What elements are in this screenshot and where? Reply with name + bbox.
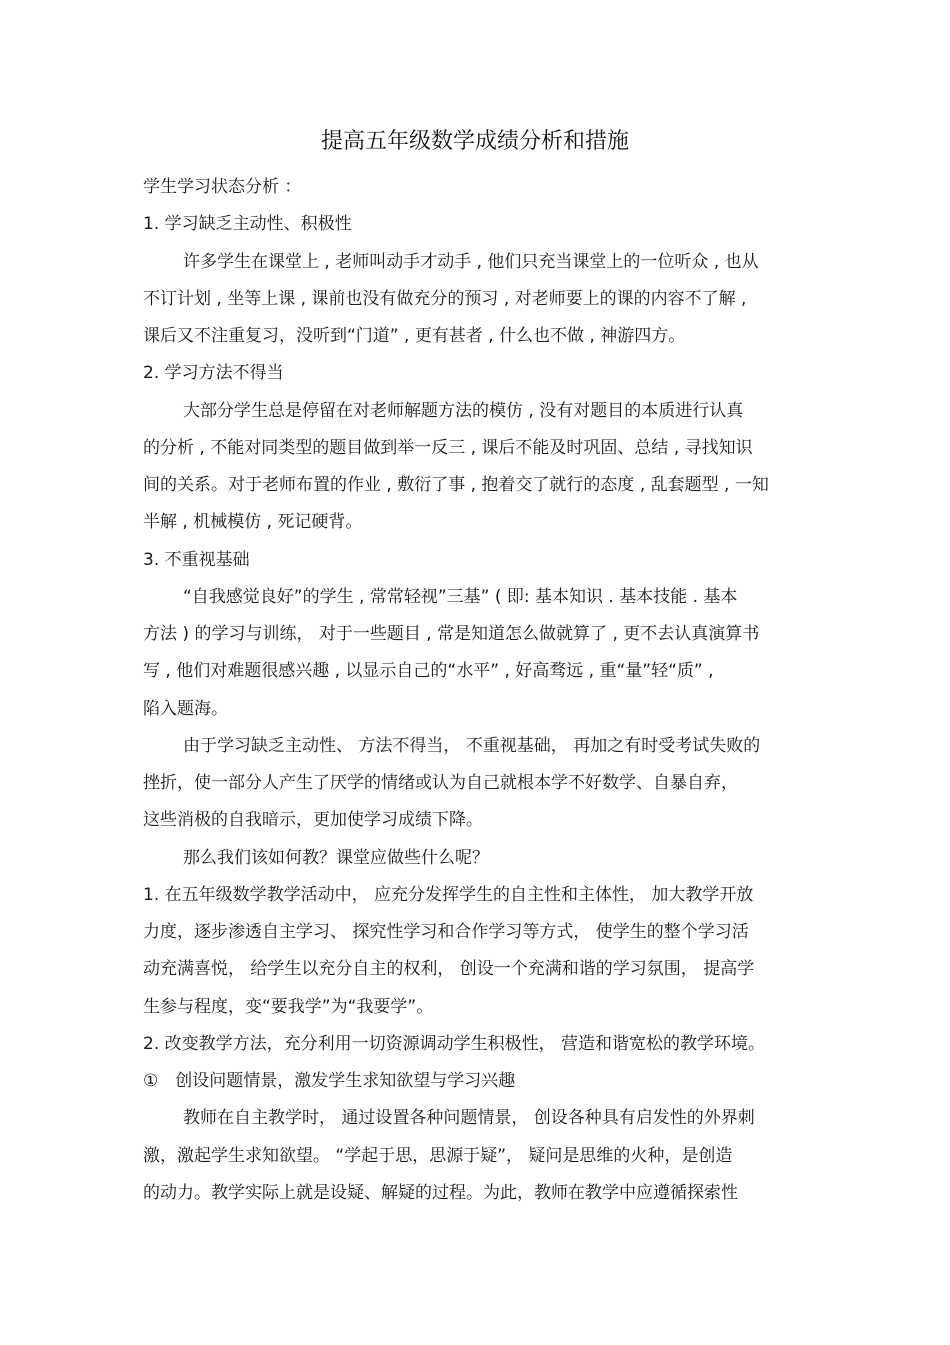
heading-point-1: 1. 学习缺乏主动性、积极性 bbox=[143, 214, 352, 234]
paragraph-line: 陷入题海。 bbox=[143, 699, 228, 719]
measure-point-2: 2. 改变教学方法，充分利用一切资源调动学生积极性， 营造和谐宽松的教学环境。 bbox=[143, 1034, 766, 1054]
paragraph-line: 这些消极的自我暗示，更加使学习成绩下降。 bbox=[143, 810, 483, 830]
document-title: 提高五年级数学成绩分析和措施 bbox=[320, 129, 629, 154]
paragraph-line: 写 , 他们对难题很感兴趣 , 以显示自己的“水平” , 好高骛远 , 重“量”轻“质” , bbox=[143, 661, 714, 681]
paragraph-line: 生参与程度，变“要我学”为“我要学”。 bbox=[143, 997, 434, 1017]
paragraph-line: 的分析 , 不能对同类型的题目做到举一反三 , 课后不能及时巩固、总结 , 寻找知识 bbox=[143, 438, 753, 458]
measure-point-1: 1. 在五年级数学教学活动中， 应充分发挥学生的自主性和主体性， 加大教学开放 bbox=[143, 885, 754, 905]
paragraph-line: 课后又不注重复习，没听到“门道” , 更有甚者 , 什么也不做 , 神游四方。 bbox=[143, 326, 686, 346]
paragraph-line: 不订计划 , 坐等上课 , 课前也没有做充分的预习 , 对老师要上的课的内容不了解 , bbox=[143, 289, 747, 309]
paragraph-line: 大部分学生总是停留在对老师解题方法的模仿 , 没有对题目的本质进行认真 bbox=[183, 401, 744, 421]
paragraph-line: 方法 ) 的学习与训练， 对于一些题目 , 常是知道怎么做就算了 , 更不去认真演算书 bbox=[143, 624, 760, 644]
paragraph-line: 那么我们该如何教？课堂应做些什么呢？ bbox=[183, 848, 489, 868]
sub-point-1: ① 创设问题情景，激发学生求知欲望与学习兴趣 bbox=[143, 1071, 516, 1091]
paragraph-line: “自我感觉良好”的学生 , 常常轻视”三基” ( 即: 基本知识 . 基本技能 . 基本 bbox=[183, 587, 738, 607]
section-heading-analysis: 学生学习状态分析 ： bbox=[143, 177, 302, 197]
paragraph-line: 由于学习缺乏主动性、 方法不得当， 不重视基础， 再加之有时受考试失败的 bbox=[183, 736, 761, 756]
heading-point-3: 3. 不重视基础 bbox=[143, 550, 250, 570]
paragraph-line: 教师在自主教学时， 通过设置各种问题情景， 创设各种具有启发性的外界刺 bbox=[183, 1108, 755, 1128]
heading-point-2: 2. 学习方法不得当 bbox=[143, 363, 284, 383]
paragraph-line: 动充满喜悦， 给学生以充分自主的权利， 创设一个充满和谐的学习氛围， 提高学 bbox=[143, 959, 755, 979]
paragraph-line: 许多学生在课堂上 , 老师叫动手才动手 , 他们只充当课堂上的一位听众 , 也从 bbox=[183, 252, 759, 272]
paragraph-line: 挫折，使一部分人产生了厌学的情绪或认为自己就根本学不好数学、自暴自弃， bbox=[143, 773, 738, 793]
paragraph-line: 间的关系。对于老师布置的作业 , 敷衍了事 , 抱着交了就行的态度 , 乱套题型 , 一知 bbox=[143, 475, 769, 495]
paragraph-line: 半解 , 机械模仿 , 死记硬背。 bbox=[143, 512, 363, 532]
paragraph-line: 的动力。教学实际上就是设疑、解疑的过程。为此，教师在教学中应遵循探索性 bbox=[143, 1183, 738, 1203]
paragraph-line: 力度，逐步渗透自主学习、 探究性学习和合作学习等方式， 使学生的整个学习活 bbox=[143, 922, 749, 942]
paragraph-line: 激，激起学生求知欲望。 “学起于思，思源于疑”， 疑问是思维的火种，是创造 bbox=[143, 1146, 733, 1166]
